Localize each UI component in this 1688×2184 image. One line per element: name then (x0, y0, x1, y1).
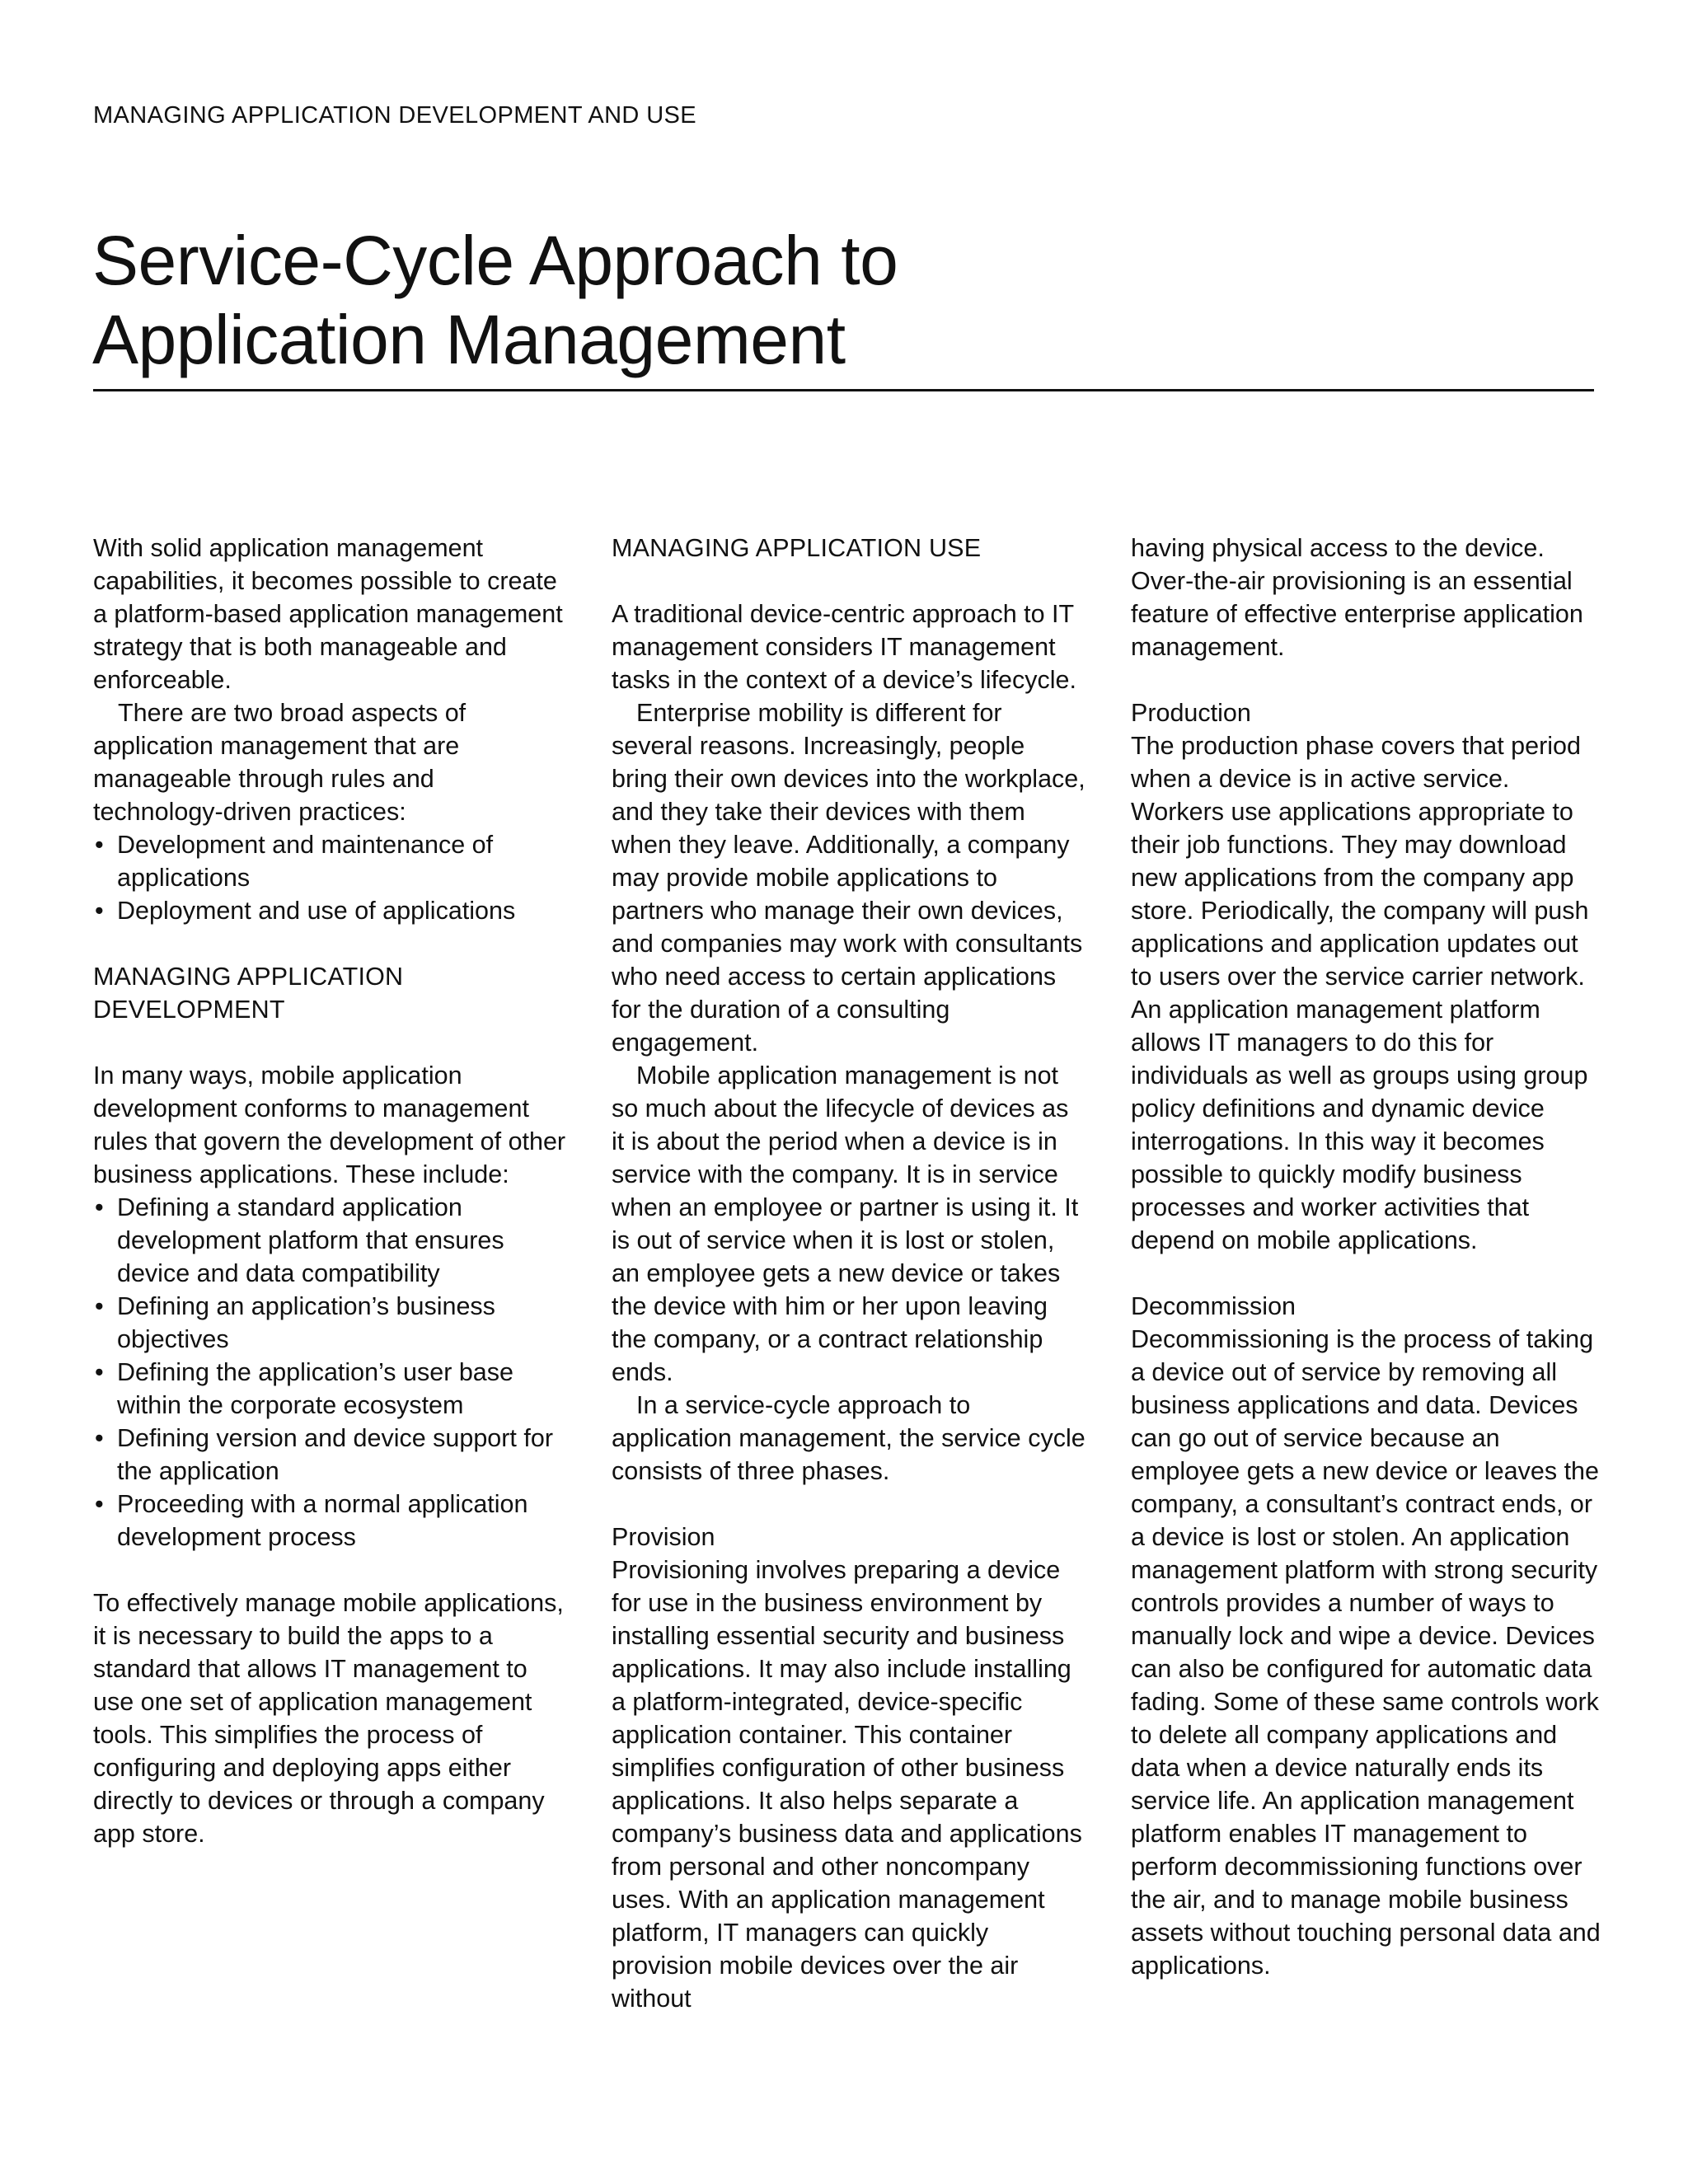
decommission-heading: Decommission (1131, 1292, 1296, 1320)
dev-closing-paragraph: To effectively manage mobile applications, it is necessary to build the apps to a standard that allows IT management to use one set of application management tools. This simplifies the process of configuring and deploying apps either directly to devices or through a company app store. (93, 1589, 564, 1848)
aspects-list (93, 828, 567, 927)
production-heading: Production (1131, 699, 1251, 727)
decommission-paragraph: Decommissioning is the process of taking a device out of service by removing all business applications and data. Devices can go out of service because an employee gets a new device or leaves the company, a consultant’s contract ends, or a device is lost or stolen. An application management platform with strong security controls provides a number of ways to manually lock and wipe a device. Devices can also be configured for automatic data fading. Some of these same controls work to delete all company applications and data when a device naturally ends its service life. An application management platform enables IT management to perform decommissioning functions over the air, and to manage mobile business assets without touching personal data and applications. (1131, 1325, 1601, 1980)
dev-heading-line-1: MANAGING APPLICATION (93, 963, 404, 991)
provision-paragraph: Provisioning involves preparing a device for use in the business environment by installing essential security and business applications. It may also include installing a platform-integrated, device-specific application container. This container simplifies configuration of other business applications. It also helps separate a company’s business data and applications from personal and other noncompany uses. With an application management platform, IT managers can quickly provision mobile devices over the air without (612, 1556, 1082, 2013)
list-item: • Development and maintenance of applications (93, 828, 567, 894)
column-2 (612, 532, 1085, 2015)
dev-list (93, 1191, 567, 1554)
page-title-line-1: Service-Cycle Approach to (92, 222, 898, 299)
use-paragraph-3: Mobile application management is not so much about the lifecycle of devices as it is about the period when a device is in service with the company. It is in service when an employee or partner is using it. It is out of service when it is lost or stolen, an employee gets a new device or takes the device with him or her upon leaving the company, or a contract relationship ends. (612, 1062, 1079, 1386)
list-item: • Defining the application’s user base within the corporate ecosystem (93, 1356, 567, 1422)
production-paragraph: The production phase covers that period when a device is in active service. Workers use applications appropriate to their job functions. They may download new applications from the company app store. Periodically, the company will push applications and application updates out to users over the service carrier network. An application management platform allows IT managers to do this for individuals as well as groups using group policy definitions and dynamic device interrogations. In this way it becomes possible to quickly modify business processes and worker activities that depend on mobile applications. (1131, 732, 1589, 1254)
use-paragraph-4: In a service-cycle approach to application management, the service cycle consists of three phases. (612, 1391, 1085, 1485)
aspects-paragraph: There are two broad aspects of application management that are manageable through rules and technology-driven practices: (93, 699, 467, 826)
section-kicker: MANAGING APPLICATION DEVELOPMENT AND USE (93, 102, 697, 129)
provision-heading: Provision (612, 1523, 715, 1551)
page-title (92, 221, 1329, 379)
column-1 (93, 532, 567, 1850)
dev-heading-line-2: DEVELOPMENT (93, 996, 285, 1024)
dev-section-heading (93, 960, 567, 1026)
page-title-line-2: Application Management (92, 301, 846, 378)
list-item: • Proceeding with a normal application development process (93, 1488, 567, 1554)
use-section-heading: MANAGING APPLICATION USE (612, 534, 982, 562)
intro-paragraph: With solid application management capabilities, it becomes possible to create a platform-based application management strategy that is both manageable and enforceable. (93, 534, 563, 694)
list-item: • Defining a standard application development platform that ensures device and data compatibility (93, 1191, 567, 1290)
column-3 (1131, 532, 1605, 1982)
use-paragraph-1: A traditional device-centric approach to IT management considers IT management tasks in the context of a device’s lifecycle. (612, 600, 1076, 694)
list-item: • Defining an application’s business objectives (93, 1290, 567, 1356)
provision-continued-paragraph: having physical access to the device. Over-the-air provisioning is an essential feature of effective enterprise application management. (1131, 534, 1583, 661)
list-item: • Defining version and device support for the application (93, 1422, 567, 1488)
title-divider (93, 389, 1594, 391)
use-paragraph-2: Enterprise mobility is different for several reasons. Increasingly, people bring their own devices into the workplace, and they take their devices with them when they leave. Additionally, a company may provide mobile applications to partners who manage their own devices, and companies may work with consultants who need access to certain applications for the duration of a consulting engagement. (612, 699, 1085, 1057)
dev-paragraph: In many ways, mobile application development conforms to management rules that govern the development of other business applications. These include: (93, 1062, 566, 1188)
list-item: • Deployment and use of applications (93, 894, 567, 927)
